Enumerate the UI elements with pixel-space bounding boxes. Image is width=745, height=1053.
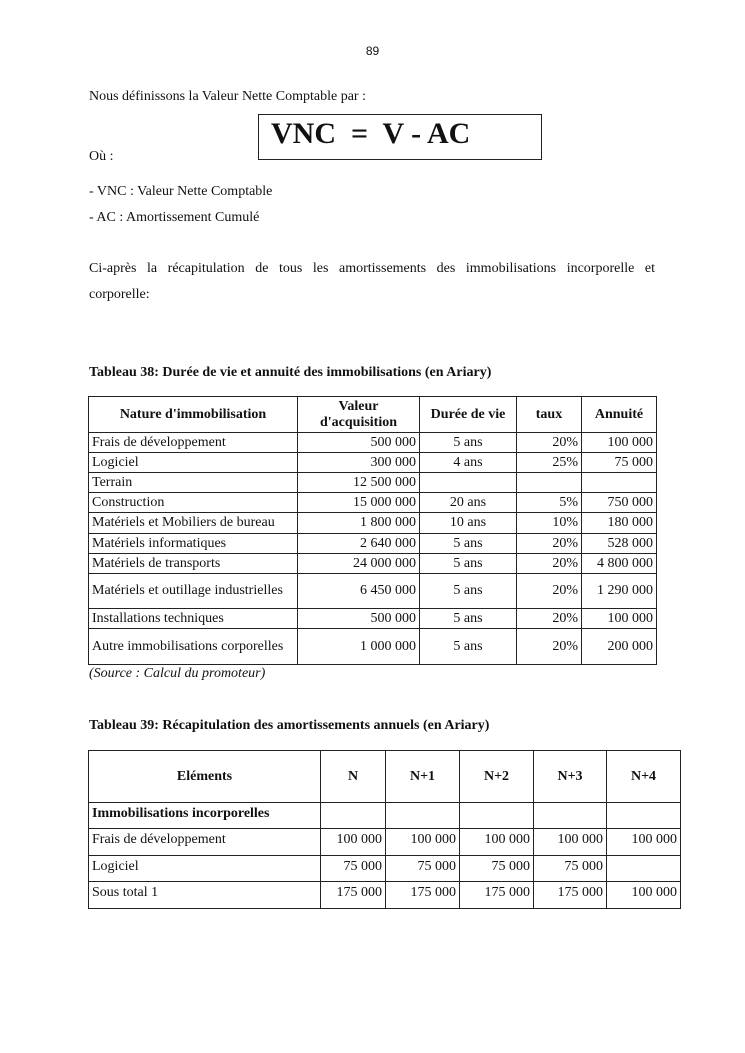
table-cell: 1 800 000 <box>298 513 420 534</box>
table-cell: 25% <box>517 453 582 473</box>
table-cell: Logiciel <box>89 856 321 882</box>
table-cell: Terrain <box>89 473 298 493</box>
table-cell: 75 000 <box>460 856 534 882</box>
intro-text: Nous définissons la Valeur Nette Comptable par : <box>89 89 366 104</box>
table-cell: 500 000 <box>298 433 420 453</box>
paragraph-line: corporelle: <box>89 287 150 302</box>
table-cell: Frais de développement <box>89 433 298 453</box>
table-cell <box>534 803 607 829</box>
table-row <box>89 856 681 882</box>
table-cell: 528 000 <box>582 534 657 554</box>
table-cell: 20 ans <box>420 493 517 513</box>
table-cell: 500 000 <box>298 609 420 629</box>
column-header: Durée de vie <box>420 397 517 433</box>
table-cell: 100 000 <box>534 829 607 856</box>
column-header: N+3 <box>534 751 607 803</box>
table-cell: 100 000 <box>582 433 657 453</box>
table-cell: 4 ans <box>420 453 517 473</box>
table-cell: 5 ans <box>420 609 517 629</box>
ou-label: Où : <box>89 149 114 164</box>
table-cell <box>460 803 534 829</box>
column-header: N+2 <box>460 751 534 803</box>
table-row <box>89 803 681 829</box>
table-cell: 300 000 <box>298 453 420 473</box>
table-cell: 20% <box>517 609 582 629</box>
table-cell: 20% <box>517 554 582 574</box>
table-cell: 75 000 <box>534 856 607 882</box>
table-cell <box>321 803 386 829</box>
table-row <box>89 453 657 473</box>
table-cell: Installations techniques <box>89 609 298 629</box>
table-cell: 5 ans <box>420 433 517 453</box>
table-cell: Matériels informatiques <box>89 534 298 554</box>
table-cell: 200 000 <box>582 629 657 665</box>
table-cell: 100 000 <box>607 829 681 856</box>
table-row <box>89 473 657 493</box>
table-row <box>89 574 657 609</box>
column-header: taux <box>517 397 582 433</box>
table-cell <box>607 856 681 882</box>
table-cell <box>386 803 460 829</box>
table-cell: Construction <box>89 493 298 513</box>
table-cell: 100 000 <box>607 882 681 909</box>
table-cell: 175 000 <box>534 882 607 909</box>
table-cell: 100 000 <box>321 829 386 856</box>
table-row <box>89 534 657 554</box>
table-cell: 4 800 000 <box>582 554 657 574</box>
table-row <box>89 554 657 574</box>
table-cell: 5% <box>517 493 582 513</box>
table38-title: Tableau 38: Durée de vie et annuité des immobilisations (en Ariary) <box>89 365 492 380</box>
table38 <box>88 396 657 665</box>
table39-title: Tableau 39: Récapitulation des amortissements annuels (en Ariary) <box>89 718 490 733</box>
column-header: Valeur d'acquisition <box>298 397 420 433</box>
table-header-row <box>89 397 657 433</box>
table-cell: Sous total 1 <box>89 882 321 909</box>
table-cell: 175 000 <box>386 882 460 909</box>
table-cell <box>607 803 681 829</box>
table-cell: Matériels et Mobiliers de bureau <box>89 513 298 534</box>
table-row <box>89 493 657 513</box>
column-header: N+1 <box>386 751 460 803</box>
table-row <box>89 513 657 534</box>
table-cell: 750 000 <box>582 493 657 513</box>
table-cell: 5 ans <box>420 574 517 609</box>
table-row <box>89 609 657 629</box>
column-header: Nature d'immobilisation <box>89 397 298 433</box>
table-cell: 10 ans <box>420 513 517 534</box>
table-cell: 180 000 <box>582 513 657 534</box>
table-row <box>89 433 657 453</box>
table-cell: 100 000 <box>460 829 534 856</box>
table-row <box>89 829 681 856</box>
table-cell: Immobilisations incorporelles <box>89 803 321 829</box>
table-cell: 75 000 <box>321 856 386 882</box>
table-cell <box>582 473 657 493</box>
table-cell: 5 ans <box>420 629 517 665</box>
table-cell: Frais de développement <box>89 829 321 856</box>
table-cell: Matériels et outillage industrielles <box>89 574 298 609</box>
table-cell: 5 ans <box>420 534 517 554</box>
table-cell: 24 000 000 <box>298 554 420 574</box>
table-cell: 5 ans <box>420 554 517 574</box>
table-cell: 1 290 000 <box>582 574 657 609</box>
table-cell: 6 450 000 <box>298 574 420 609</box>
table39 <box>88 750 681 909</box>
table-cell: 100 000 <box>582 609 657 629</box>
table-cell: 10% <box>517 513 582 534</box>
table-cell: 175 000 <box>321 882 386 909</box>
table-cell <box>420 473 517 493</box>
table-cell: 1 000 000 <box>298 629 420 665</box>
column-header: Annuité <box>582 397 657 433</box>
table38-source: (Source : Calcul du promoteur) <box>89 666 266 681</box>
definition-ac: - AC : Amortissement Cumulé <box>89 210 260 225</box>
table-cell: Matériels de transports <box>89 554 298 574</box>
paragraph-line: Ci-après la récapitulation de tous les amortissements des immobilisations incorporelle et <box>89 261 655 276</box>
page-number: 89 <box>365 44 380 58</box>
table-cell: 75 000 <box>386 856 460 882</box>
table-cell: 15 000 000 <box>298 493 420 513</box>
table-cell: 20% <box>517 574 582 609</box>
table-cell: 20% <box>517 433 582 453</box>
column-header: Eléments <box>89 751 321 803</box>
table-cell: 2 640 000 <box>298 534 420 554</box>
table-header-row <box>89 751 681 803</box>
table-cell: 175 000 <box>460 882 534 909</box>
formula: VNC = V - AC <box>271 117 471 150</box>
table-cell: 20% <box>517 534 582 554</box>
column-header: N+4 <box>607 751 681 803</box>
table-cell: Logiciel <box>89 453 298 473</box>
table-cell <box>517 473 582 493</box>
table-row <box>89 882 681 909</box>
table-cell: 20% <box>517 629 582 665</box>
table-cell: 12 500 000 <box>298 473 420 493</box>
table-cell: 75 000 <box>582 453 657 473</box>
table-cell: 100 000 <box>386 829 460 856</box>
table-row <box>89 629 657 665</box>
table-cell: Autre immobilisations corporelles <box>89 629 298 665</box>
formula-box <box>258 114 542 160</box>
column-header: N <box>321 751 386 803</box>
definition-vnc: - VNC : Valeur Nette Comptable <box>89 184 273 199</box>
